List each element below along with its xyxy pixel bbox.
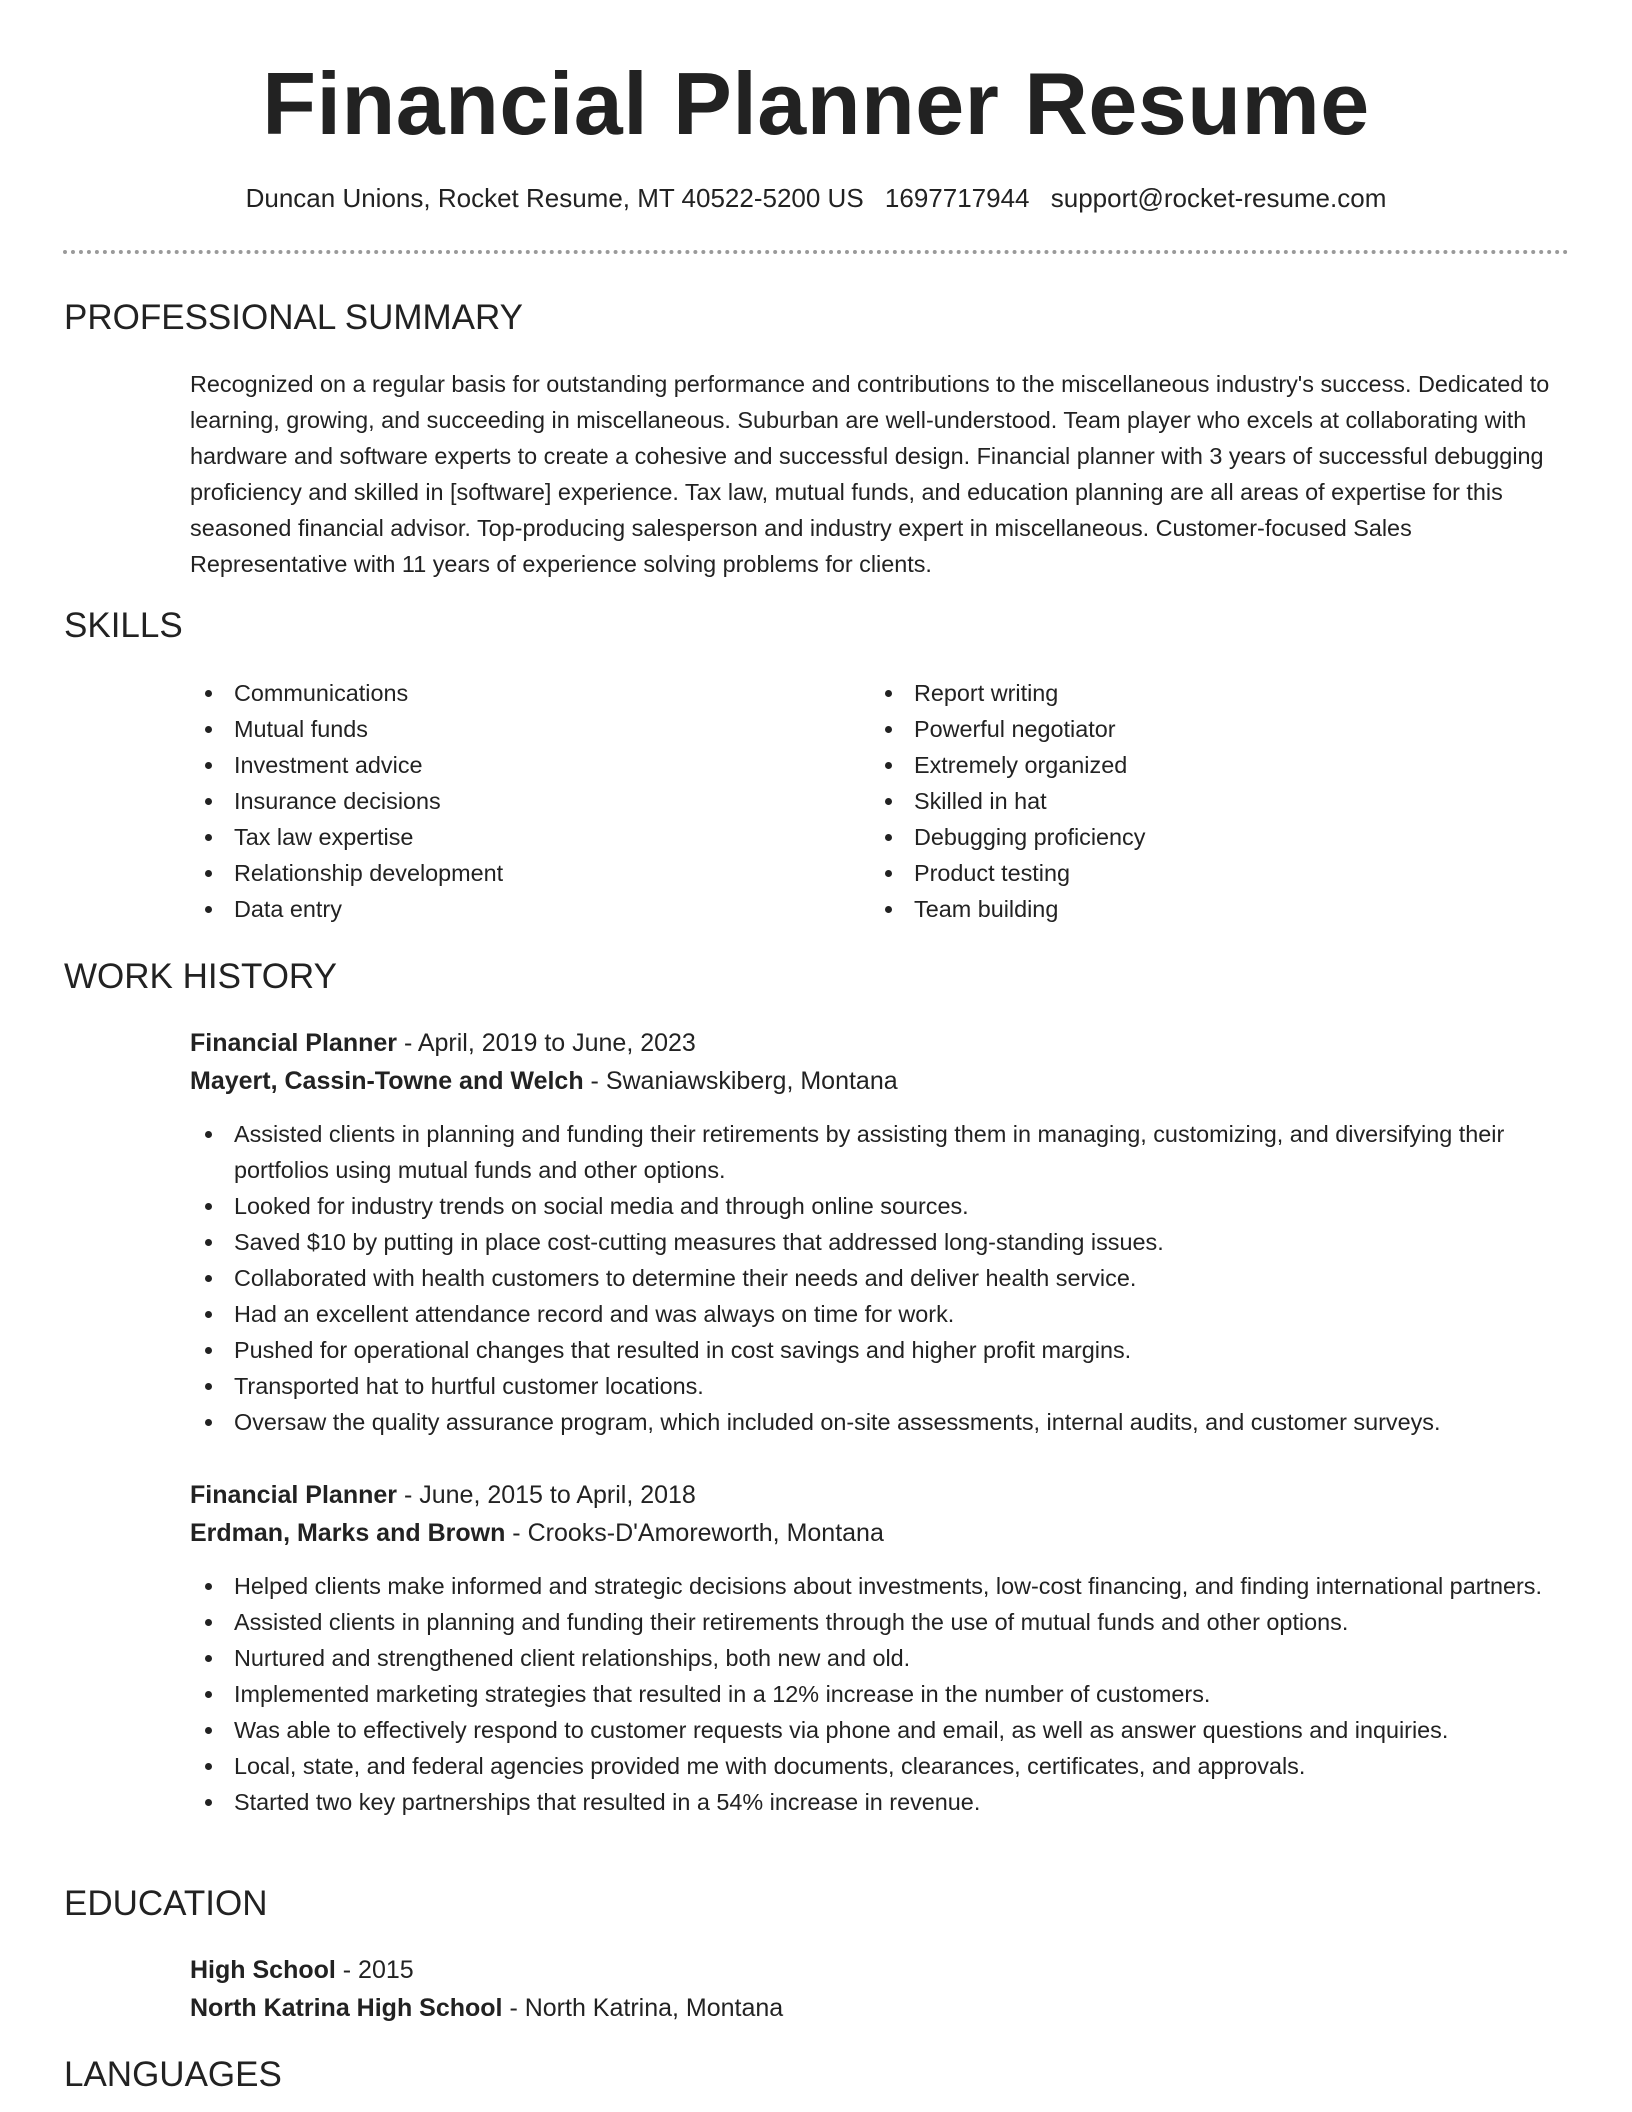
job-company-line bbox=[190, 1514, 1570, 1552]
education-location: - North Katrina, Montana bbox=[502, 1994, 784, 2022]
list-item: Pushed for operational changes that resulted in cost savings and higher profit margins. bbox=[190, 1332, 1570, 1368]
skill-item: Tax law expertise bbox=[190, 819, 830, 855]
work-history-heading: WORK HISTORY bbox=[64, 957, 337, 996]
skills-heading: SKILLS bbox=[64, 606, 183, 645]
list-item: Had an excellent attendance record and was always on time for work. bbox=[190, 1296, 1570, 1332]
list-item: Saved $10 by putting in place cost-cutting measures that addressed long-standing issues. bbox=[190, 1224, 1570, 1260]
summary-text: Recognized on a regular basis for outstanding performance and contributions to the miscellaneous industry's success. Dedicated to learning, growing, and succeeding in miscellaneous. Suburban are well-understood. Team player who excels at collaborating with hardware and software experts to create a cohesive and successful design. Financial planner with 3 years of successful debugging proficiency and skilled in [software] experience. Tax law, mutual funds, and education planning are all areas of expertise for this seasoned financial advisor. Top-producing salesperson and industry expert in miscellaneous. Customer-focused Sales Representative with 11 years of experience solving problems for clients. bbox=[190, 371, 1550, 577]
list-item: Started two key partnerships that resulted in a 54% increase in revenue. bbox=[190, 1784, 1570, 1820]
skill-item: Investment advice bbox=[190, 747, 830, 783]
job-title-line bbox=[190, 1476, 1570, 1514]
skill-item: Communications bbox=[190, 675, 830, 711]
job-responsibilities bbox=[190, 1116, 1570, 1440]
skill-item: Insurance decisions bbox=[190, 783, 830, 819]
list-item: Collaborated with health customers to determine their needs and deliver health service. bbox=[190, 1260, 1570, 1296]
summary-heading: PROFESSIONAL SUMMARY bbox=[64, 298, 523, 337]
list-item: Nurtured and strengthened client relationships, both new and old. bbox=[190, 1640, 1570, 1676]
education-year: - 2015 bbox=[335, 1956, 414, 1984]
contact-phone: 1697717944 bbox=[884, 183, 1030, 213]
skill-item: Debugging proficiency bbox=[870, 819, 1510, 855]
job-location: - Swaniawskiberg, Montana bbox=[583, 1067, 898, 1095]
skill-item: Relationship development bbox=[190, 855, 830, 891]
education-school: North Katrina High School bbox=[190, 1994, 503, 2022]
job-entry bbox=[190, 1024, 1570, 1440]
skill-item: Report writing bbox=[870, 675, 1510, 711]
job-entry bbox=[190, 1476, 1570, 1820]
skill-item: Product testing bbox=[870, 855, 1510, 891]
list-item: Implemented marketing strategies that resulted in a 12% increase in the number of customers. bbox=[190, 1676, 1570, 1712]
job-company-line bbox=[190, 1062, 1570, 1100]
job-title: Financial Planner bbox=[190, 1029, 398, 1057]
skills-list-right bbox=[870, 675, 1510, 927]
header-divider bbox=[63, 250, 1569, 254]
education-entry bbox=[190, 1951, 1570, 2027]
job-title: Financial Planner bbox=[190, 1481, 398, 1509]
education-degree-line bbox=[190, 1951, 1570, 1989]
job-dates: - June, 2015 to April, 2018 bbox=[397, 1481, 696, 1509]
job-location: - Crooks-D'Amoreworth, Montana bbox=[505, 1519, 884, 1547]
skill-item: Team building bbox=[870, 891, 1510, 927]
list-item: Oversaw the quality assurance program, which included on-site assessments, internal audits, and customer surveys. bbox=[190, 1404, 1570, 1440]
list-item: Local, state, and federal agencies provided me with documents, clearances, certificates, and approvals. bbox=[190, 1748, 1570, 1784]
skill-item: Mutual funds bbox=[190, 711, 830, 747]
contact-email[interactable]: support@rocket-resume.com bbox=[1050, 183, 1387, 213]
list-item: Assisted clients in planning and funding their retirements through the use of mutual funds and other options. bbox=[190, 1604, 1570, 1640]
job-company: Mayert, Cassin-Towne and Welch bbox=[190, 1067, 584, 1095]
languages-heading: LANGUAGES bbox=[64, 2055, 282, 2094]
list-item: Helped clients make informed and strategic decisions about investments, low-cost financing, and finding international partners. bbox=[190, 1568, 1570, 1604]
contact-info bbox=[0, 180, 1632, 216]
skills-list-left bbox=[190, 675, 830, 927]
education-degree: High School bbox=[190, 1956, 336, 1984]
list-item: Assisted clients in planning and funding their retirements by assisting them in managing, customizing, and diversifying their portfolios using mutual funds and other options. bbox=[190, 1116, 1570, 1188]
skill-item: Skilled in hat bbox=[870, 783, 1510, 819]
job-dates: - April, 2019 to June, 2023 bbox=[397, 1029, 696, 1057]
list-item: Looked for industry trends on social media and through online sources. bbox=[190, 1188, 1570, 1224]
skill-item: Data entry bbox=[190, 891, 830, 927]
education-school-line bbox=[190, 1989, 1570, 2027]
skill-item: Extremely organized bbox=[870, 747, 1510, 783]
job-title-line bbox=[190, 1024, 1570, 1062]
education-heading: EDUCATION bbox=[64, 1884, 268, 1923]
contact-address: Duncan Unions, Rocket Resume, MT 40522-5200 US bbox=[245, 183, 864, 213]
skill-item: Powerful negotiator bbox=[870, 711, 1510, 747]
list-item: Was able to effectively respond to customer requests via phone and email, as well as answer questions and inquiries. bbox=[190, 1712, 1570, 1748]
list-item: Transported hat to hurtful customer locations. bbox=[190, 1368, 1570, 1404]
job-responsibilities bbox=[190, 1568, 1570, 1820]
job-company: Erdman, Marks and Brown bbox=[190, 1519, 506, 1547]
page-title: Financial Planner Resume bbox=[262, 54, 1370, 153]
